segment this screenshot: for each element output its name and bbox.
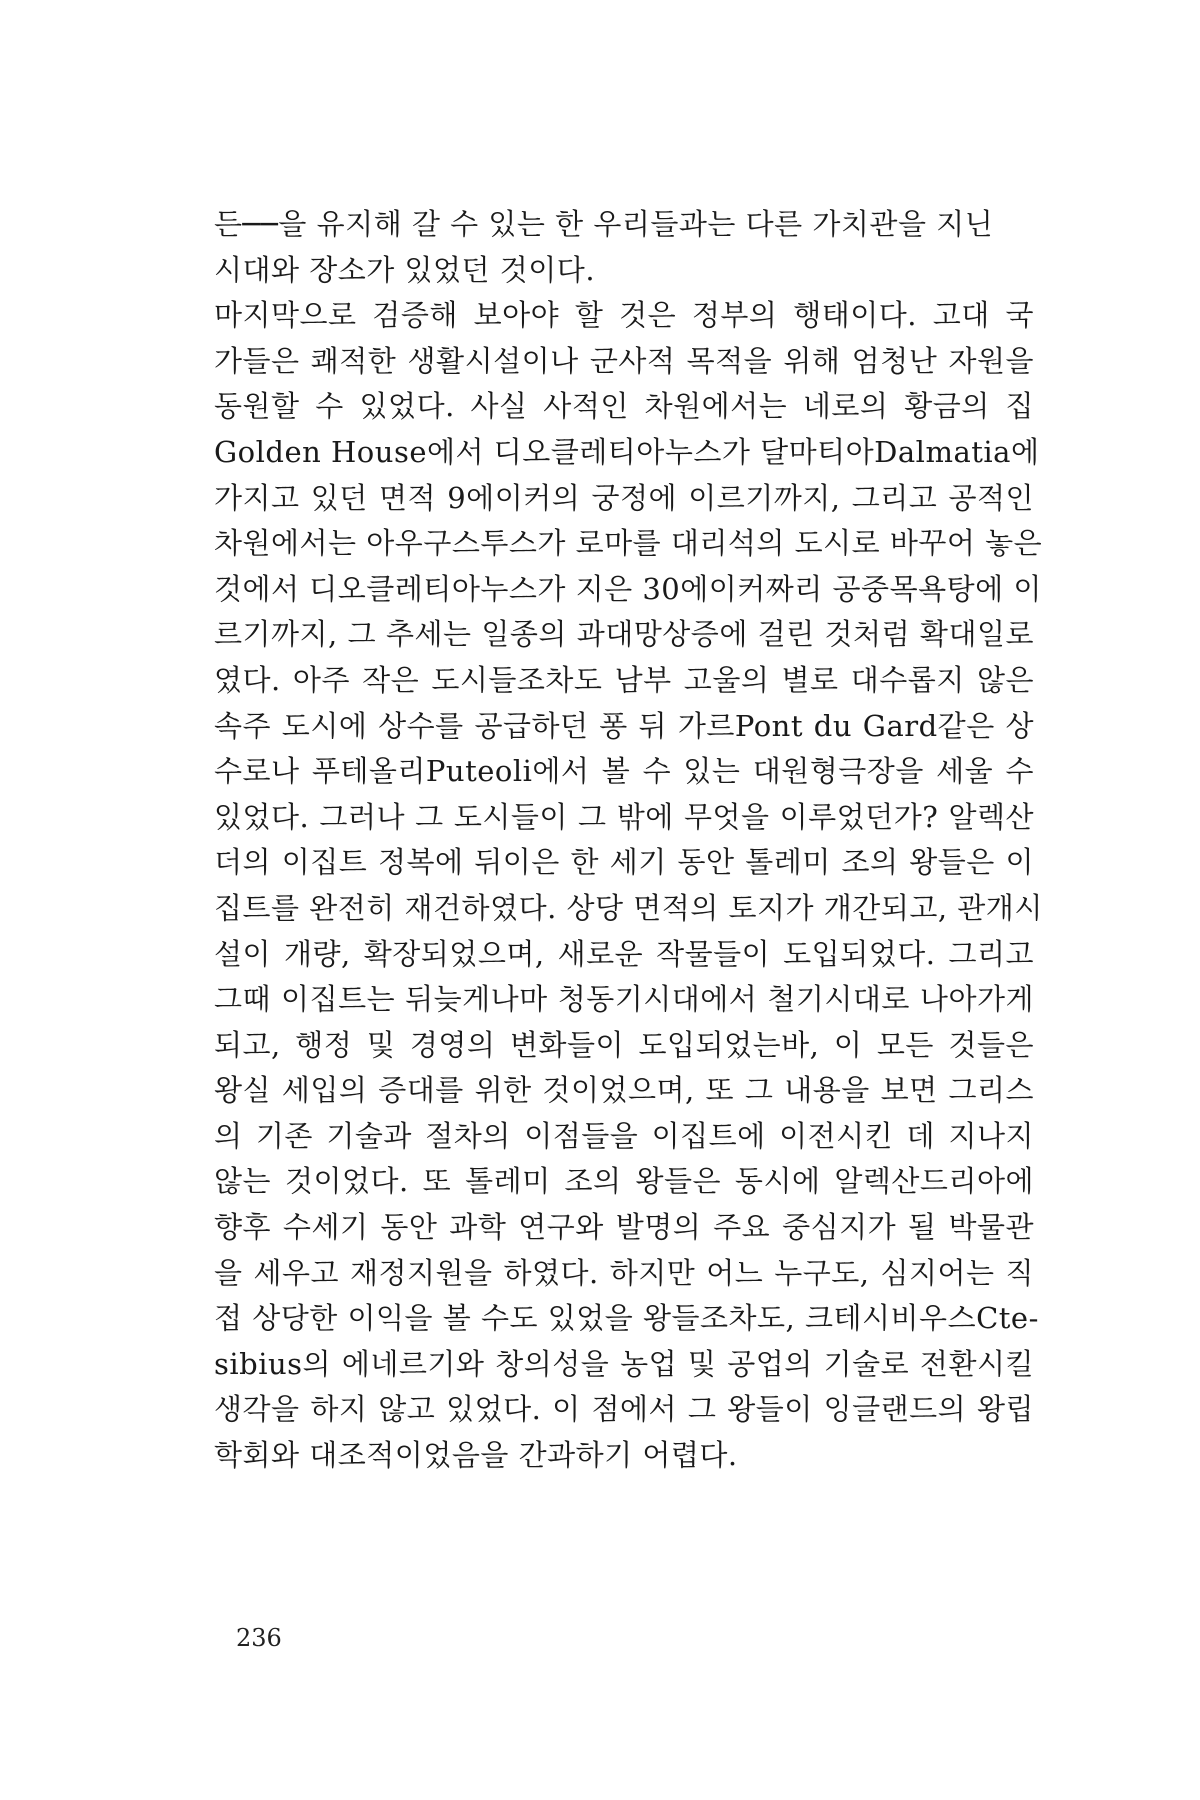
text-line: 차원에서는 아우구스투스가 로마를 대리석의 도시로 바꾸어 놓은 (214, 526, 1043, 561)
text-line: 의 기존 기술과 절차의 이점들을 이집트에 이전시킨 데 지나지 (214, 1118, 1034, 1153)
text-line: 시대와 장소가 있었던 것이다. (214, 252, 596, 287)
text-line: 접 상당한 이익을 볼 수도 있었을 왕들조차도, 크테시비우스Cte- (214, 1301, 1039, 1336)
text-line: 되고, 행정 및 경영의 변화들이 도입되었는바, 이 모든 것들은 (214, 1027, 1034, 1062)
text-line: sibius의 에네르기와 창의성을 농업 및 공업의 기술로 전환시킬 (214, 1346, 1034, 1381)
body-text (214, 202, 1043, 1479)
text-line: 설이 개량, 확장되었으며, 새로운 작물들이 도입되었다. 그리고 (214, 936, 1034, 971)
text-line: 을 세우고 재정지원을 하였다. 하지만 어느 누구도, 심지어는 직 (214, 1255, 1034, 1290)
text-line: 였다. 아주 작은 도시들조차도 남부 고울의 별로 대수롭지 않은 (214, 662, 1034, 697)
text-line: 든──을 유지해 갈 수 있는 한 우리들과는 다른 가치관을 지닌 (214, 207, 994, 241)
text-line: 집트를 완전히 재건하였다. 상당 면적의 토지가 개간되고, 관개시 (214, 890, 1043, 925)
text-line: 향후 수세기 동안 과학 연구와 발명의 주요 중심지가 될 박물관 (214, 1210, 1034, 1245)
text-line: 생각을 하지 않고 있었다. 이 점에서 그 왕들이 잉글랜드의 왕립 (214, 1392, 1034, 1427)
text-line: 학회와 대조적이었음을 간과하기 어렵다. (214, 1438, 738, 1473)
text-line: 가들은 쾌적한 생활시설이나 군사적 목적을 위해 엄청난 자원을 (214, 343, 1034, 378)
page-number: 236 (236, 1624, 282, 1652)
text-line: 수로나 푸테올리Puteoli에서 볼 수 있는 대원형극장을 세울 수 (214, 754, 1034, 789)
text-line: 마지막으로 검증해 보아야 할 것은 정부의 행태이다. 고대 국 (214, 298, 1034, 333)
text-line: 르기까지, 그 추세는 일종의 과대망상증에 걸린 것처럼 확대일로 (214, 617, 1034, 652)
text-line: 동원할 수 있었다. 사실 사적인 차원에서는 네로의 황금의 집 (214, 389, 1034, 424)
text-line: 않는 것이었다. 또 톨레미 조의 왕들은 동시에 알렉산드리아에 (214, 1164, 1034, 1199)
text-line: 더의 이집트 정복에 뒤이은 한 세기 동안 톨레미 조의 왕들은 이 (214, 845, 1034, 880)
text-line: 가지고 있던 면적 9에이커의 궁정에 이르기까지, 그리고 공적인 (214, 480, 1034, 515)
text-line: 왕실 세입의 증대를 위한 것이었으며, 또 그 내용을 보면 그리스 (214, 1073, 1034, 1108)
text-line: 속주 도시에 상수를 공급하던 퐁 뒤 가르Pont du Gard같은 상 (214, 708, 1034, 743)
text-line: 그때 이집트는 뒤늦게나마 청동기시대에서 철기시대로 나아가게 (214, 982, 1034, 1017)
text-line: 있었다. 그러나 그 도시들이 그 밖에 무엇을 이루었던가? 알렉산 (214, 799, 1034, 834)
text-line: Golden House에서 디오클레티아누스가 달마티아Dalmatia에 (214, 434, 1040, 469)
text-line: 것에서 디오클레티아누스가 지은 30에이커짜리 공중목욕탕에 이 (214, 571, 1042, 606)
